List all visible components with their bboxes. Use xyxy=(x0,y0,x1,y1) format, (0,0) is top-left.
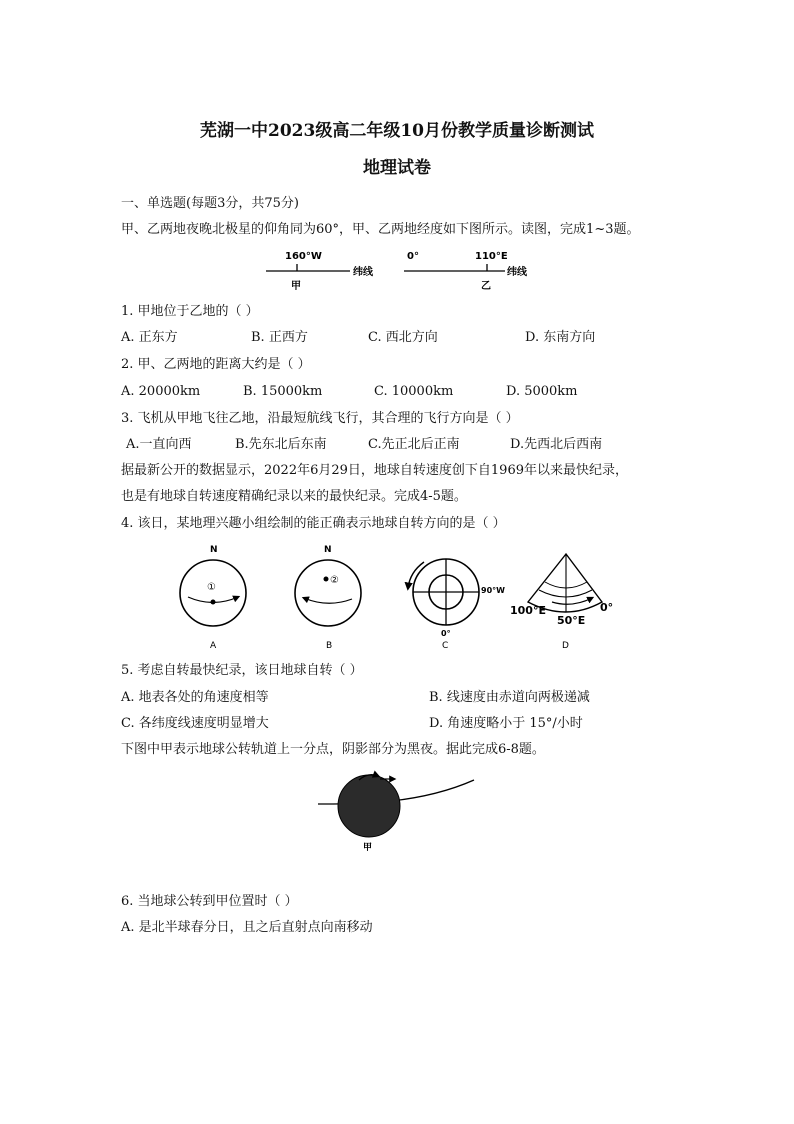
fig1-left-diagram xyxy=(266,251,374,292)
option-c-lon-side: 90°W xyxy=(481,586,505,595)
q5-stem: 5. 考虑自转最快纪录，该日地球自转（ ） xyxy=(121,663,363,678)
q4-stem: 4. 该日，某地理兴趣小组绘制的能正确表示地球自转方向的是（ ） xyxy=(121,516,506,531)
q2-option-a: A. 20000km xyxy=(121,384,201,399)
option-c-diagram xyxy=(408,559,505,651)
q3-stem: 3. 飞机从甲地飞往乙地，沿最短航线飞行，其合理的飞行方向是（ ） xyxy=(121,411,519,426)
fig1-right-place: 乙 xyxy=(481,281,491,292)
fig1-right-diagram xyxy=(404,251,528,292)
q5-option-a: A. 地表各处的角速度相等 xyxy=(121,690,269,705)
exam-subtitle: 地理试卷 xyxy=(363,158,431,178)
option-a-north: N xyxy=(210,545,218,555)
passage-1: 甲、乙两地夜晚北极星的仰角同为60°，甲、乙两地经度如下图所示。读图，完成1~3题。 xyxy=(121,222,640,237)
fig1-right-lon0: 0° xyxy=(407,251,419,262)
fig1-right-line-label: 纬线 xyxy=(507,267,527,278)
q1-stem: 1. 甲地位于乙地的（ ） xyxy=(121,304,259,319)
option-d-lon-left: 100°E xyxy=(510,604,546,617)
passage-2-line-1: 据最新公开的数据显示，2022年6月29日，地球自转速度创下自1969年以来最快纪录， xyxy=(121,463,628,478)
q3-option-c: C.先正北后正南 xyxy=(368,437,460,452)
option-a-caption: A xyxy=(210,641,217,651)
option-d-diagram xyxy=(510,554,613,651)
figure-earth-orbit xyxy=(0,770,794,870)
q6-option-a: A. 是北半球春分日，且之后直射点向南移动 xyxy=(121,920,373,935)
earth-position-label: 甲 xyxy=(363,843,373,853)
q6-stem: 6. 当地球公转到甲位置时（ ） xyxy=(121,894,298,909)
q5-option-d: D. 角速度略小于 15°/小时 xyxy=(429,716,583,731)
q2-option-b: B. 15000km xyxy=(243,384,323,399)
q1-option-b: B. 正西方 xyxy=(251,330,308,345)
fig1-left-place: 甲 xyxy=(291,281,301,292)
option-d-caption: D xyxy=(562,641,569,651)
passage-2-line-2: 也是有地球自转速度精确纪录以来的最快纪录。完成4-5题。 xyxy=(121,489,467,504)
q1-option-a: A. 正东方 xyxy=(121,330,178,345)
option-b-caption: B xyxy=(326,641,333,651)
q5-option-b: B. 线速度由赤道向两极递减 xyxy=(429,690,590,705)
option-a-diagram xyxy=(180,545,246,651)
q2-option-d: D. 5000km xyxy=(506,384,578,399)
q3-option-d: D.先西北后西南 xyxy=(510,437,603,452)
q3-option-a: A.一直向西 xyxy=(126,437,192,452)
q1-option-c: C. 西北方向 xyxy=(368,330,438,345)
option-b-mark: ② xyxy=(330,575,339,586)
passage-3: 下图中甲表示地球公转轨道上一分点，阴影部分为黑夜。据此完成6-8题。 xyxy=(121,742,545,757)
q1-option-d: D. 东南方向 xyxy=(525,330,596,345)
figure-longitude-lines xyxy=(0,246,794,296)
q3-option-b: B.先东北后东南 xyxy=(235,437,327,452)
option-b-diagram xyxy=(295,545,361,651)
earth-globe xyxy=(338,775,400,837)
option-a-mark: ① xyxy=(207,582,216,593)
fig1-right-lon: 110°E xyxy=(475,251,508,262)
q2-option-c: C. 10000km xyxy=(374,384,454,399)
option-d-lon-mid: 50°E xyxy=(557,614,586,627)
section-heading: 一、单选题(每题3分，共75分) xyxy=(121,196,299,211)
exam-title: 芜湖一中2023级高二年级10月份教学质量诊断测试 xyxy=(200,121,594,141)
q5-option-c: C. 各纬度线速度明显增大 xyxy=(121,716,269,731)
option-c-lon-bottom: 0° xyxy=(441,629,451,638)
option-d-lon-right: 0° xyxy=(600,601,614,614)
figure-rotation-options xyxy=(0,540,794,660)
fig1-left-line-label: 纬线 xyxy=(353,267,373,278)
q2-stem: 2. 甲、乙两地的距离大约是（ ） xyxy=(121,357,311,372)
option-c-caption: C xyxy=(442,641,449,651)
option-b-north: N xyxy=(324,545,332,555)
fig1-left-lon: 160°W xyxy=(285,251,322,262)
